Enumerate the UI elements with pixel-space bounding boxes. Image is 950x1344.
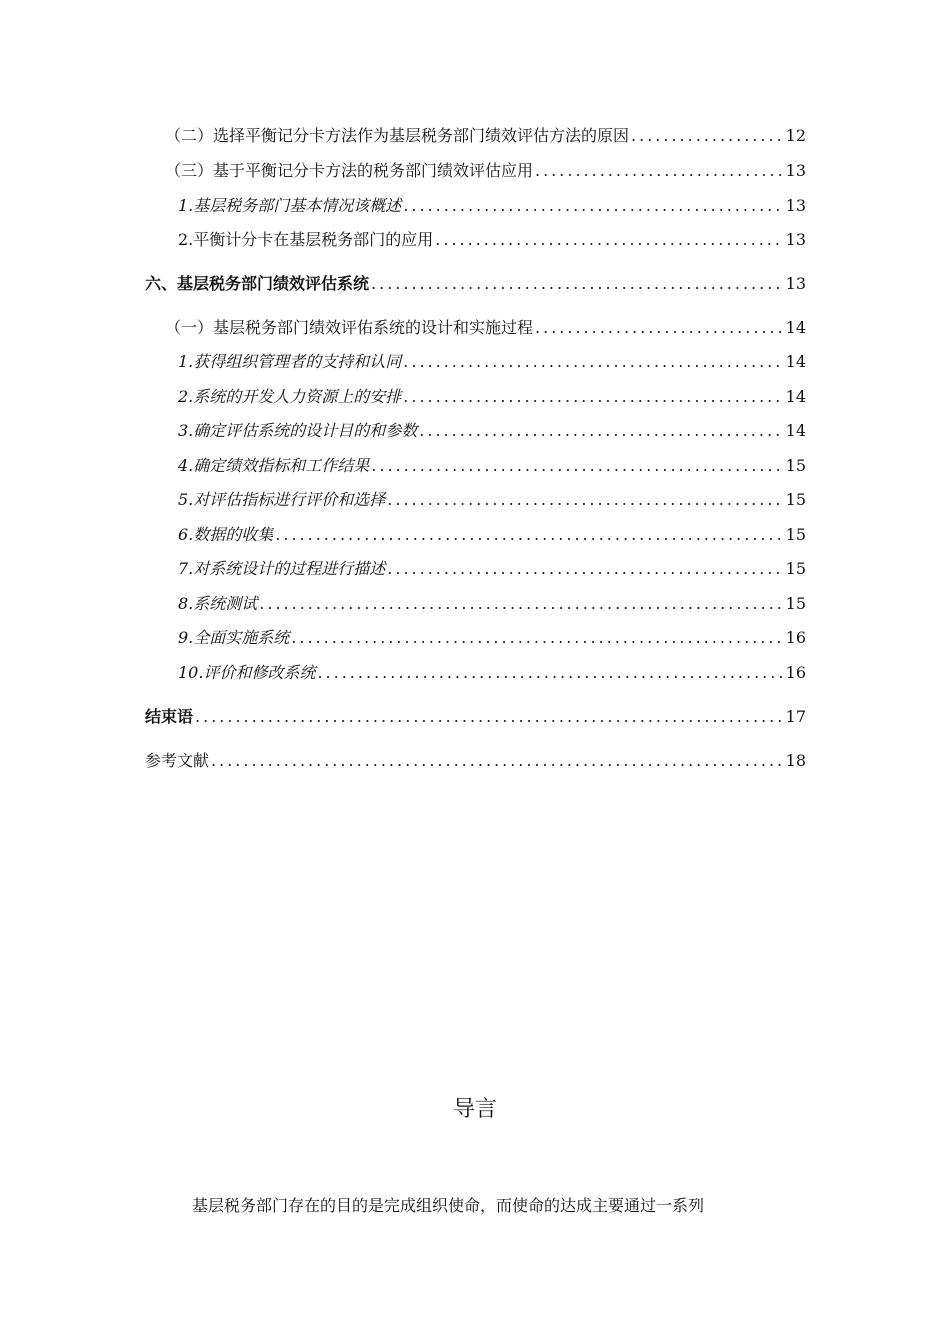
- section-heading: 导言: [452, 1097, 497, 1122]
- toc-entry[interactable]: [165, 317, 806, 339]
- toc-entry-label: 结束语: [145, 707, 194, 726]
- toc-page-number: 17: [785, 707, 806, 726]
- toc-entry[interactable]: [178, 627, 806, 649]
- toc-leader-dots: [535, 160, 784, 182]
- toc-entry[interactable]: [178, 386, 806, 408]
- toc-entry[interactable]: [145, 273, 806, 295]
- toc-leader-dots: [387, 489, 783, 511]
- toc-entry-label: 1.基层税务部门基本情况该概述: [178, 196, 402, 215]
- toc-entry-label: 2.平衡计分卡在基层税务部门的应用: [178, 230, 434, 249]
- toc-entry[interactable]: [165, 160, 806, 182]
- toc-page-number: 14: [785, 387, 806, 406]
- toc-entry-label: 参考文献: [145, 751, 210, 770]
- toc-entry[interactable]: [178, 351, 806, 373]
- toc-entry-label: （一）基层税务部门绩效评佑系统的设计和实施过程: [165, 318, 534, 337]
- toc-leader-dots: [371, 273, 784, 295]
- toc-leader-dots: [403, 351, 783, 373]
- toc-page-number: 13: [785, 230, 806, 249]
- toc-entry[interactable]: [178, 420, 806, 442]
- toc-leader-dots: [535, 317, 784, 339]
- toc-entry[interactable]: [178, 558, 806, 580]
- toc-page-number: 18: [785, 751, 806, 770]
- toc-entry-label: 10.评价和修改系统: [178, 663, 316, 682]
- toc-entry-label: 8.系统测试: [178, 594, 258, 613]
- toc-leader-dots: [211, 750, 784, 772]
- toc-entry[interactable]: [165, 125, 806, 147]
- toc-entry-label: 3.确定评估系统的设计目的和参数: [178, 421, 418, 440]
- toc-entry[interactable]: [145, 706, 806, 728]
- toc-page-number: 16: [785, 663, 806, 682]
- toc-entry-label: 2.系统的开发人力资源上的安排: [178, 387, 402, 406]
- toc-page-number: 12: [785, 126, 806, 145]
- toc-leader-dots: [291, 627, 783, 649]
- toc-entry-label: （三）基于平衡记分卡方法的税务部门绩效评估应用: [165, 161, 534, 180]
- toc-entry[interactable]: [178, 593, 806, 615]
- toc-leader-dots: [403, 195, 783, 217]
- toc-entry[interactable]: [178, 229, 806, 251]
- toc-page-number: 14: [785, 421, 806, 440]
- toc-page-number: 15: [785, 490, 806, 509]
- toc-entry[interactable]: [178, 524, 806, 546]
- toc-leader-dots: [259, 593, 783, 615]
- body-paragraph: 基层税务部门存在的目的是完成组织使命，而使命的达成主要通过一系列: [192, 1196, 705, 1215]
- toc-entry-label: 7.对系统设计的过程进行描述: [178, 559, 386, 578]
- toc-leader-dots: [403, 386, 783, 408]
- toc-leader-dots: [387, 558, 783, 580]
- toc-entry-label: 1.获得组织管理者的支持和认同: [178, 352, 402, 371]
- toc-leader-dots: [371, 455, 783, 477]
- toc-page-number: 16: [785, 628, 806, 647]
- toc-entry-label: 4.确定绩效指标和工作结果: [178, 456, 370, 475]
- toc-page-number: 13: [785, 274, 806, 293]
- toc-leader-dots: [435, 229, 783, 251]
- toc-entry-label: 5.对评估指标进行评价和选择: [178, 490, 386, 509]
- toc-leader-dots: [195, 706, 784, 728]
- toc-entry-label: 9.全面实施系统: [178, 628, 290, 647]
- toc-leader-dots: [317, 662, 783, 684]
- toc-page-number: 15: [785, 594, 806, 613]
- toc-page-number: 13: [785, 196, 806, 215]
- toc-entry[interactable]: [145, 750, 806, 772]
- toc-entry[interactable]: [178, 489, 806, 511]
- toc-entry-label: （二）选择平衡记分卡方法作为基层税务部门绩效评估方法的原因: [165, 126, 630, 145]
- toc-page-number: 15: [785, 525, 806, 544]
- toc-page-number: 14: [785, 352, 806, 371]
- toc-leader-dots: [419, 420, 783, 442]
- toc-entry-label: 六、基层税务部门绩效评估系统: [145, 274, 370, 293]
- toc-leader-dots: [631, 125, 784, 147]
- toc-entry[interactable]: [178, 195, 806, 217]
- toc-page-number: 13: [785, 161, 806, 180]
- toc-leader-dots: [275, 524, 783, 546]
- toc-page-number: 15: [785, 456, 806, 475]
- toc-page-number: 15: [785, 559, 806, 578]
- toc-page-number: 14: [785, 318, 806, 337]
- toc-entry-label: 6.数据的收集: [178, 525, 274, 544]
- toc-entry[interactable]: [178, 455, 806, 477]
- toc-entry[interactable]: [178, 662, 806, 684]
